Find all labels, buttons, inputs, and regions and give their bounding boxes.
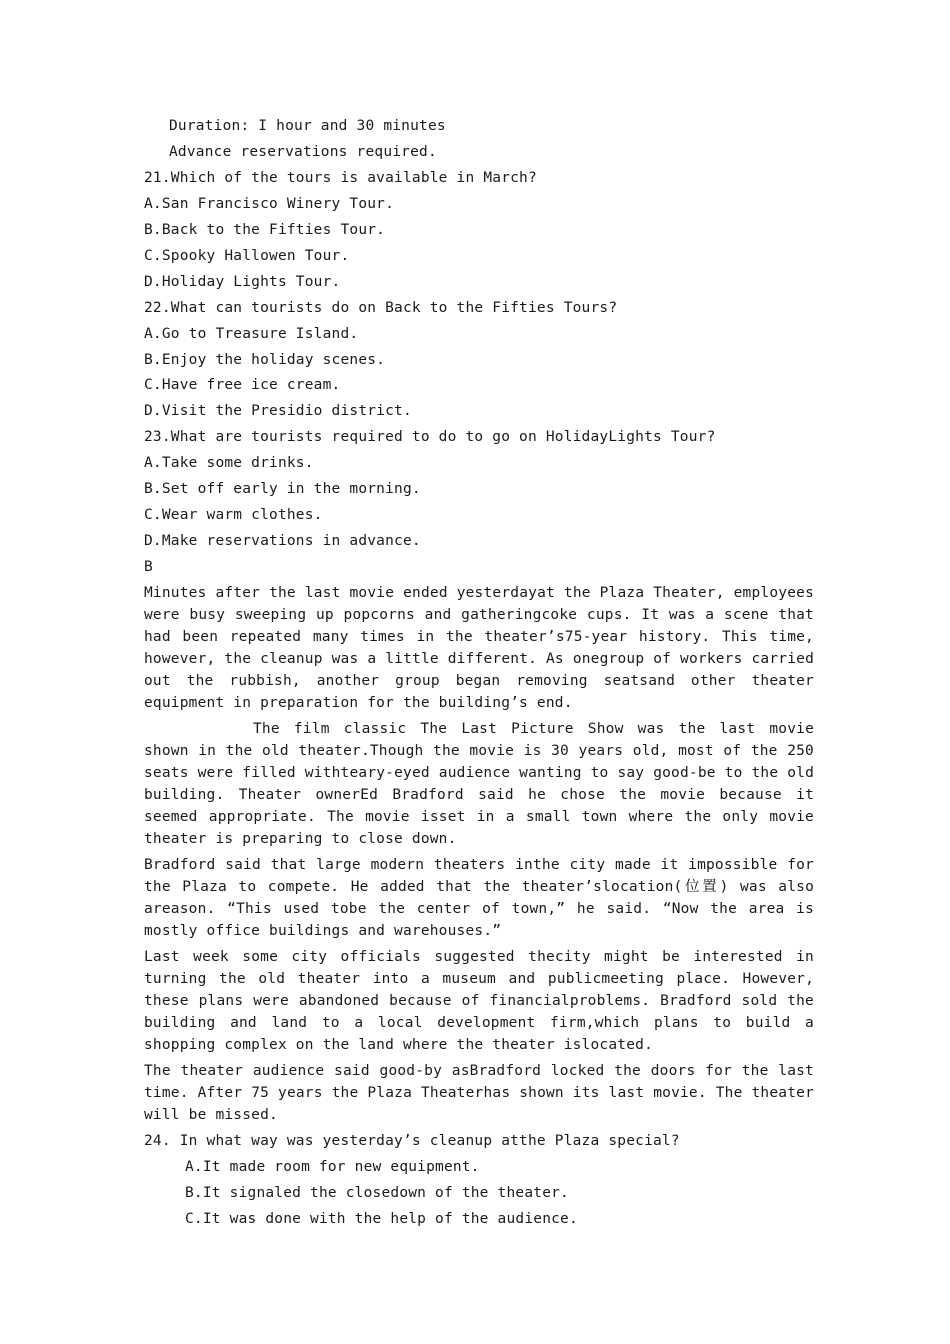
option-21-d: D.Holiday Lights Tour. xyxy=(144,274,341,290)
question-23: 23.What are tourists required to do to go on HolidayLights Tour? xyxy=(144,429,716,445)
passage-paragraph-2: The film classic The Last Picture Show was the last movie shown in the old theater.Though the movie is 30 years old, most of the 250 seats were filled withteary-eyed audience wanting to say good-be to the old building. Theater ownerEd Bradford said he chose the movie because it seemed appropriate. The movie isset in a small town where the only movie theater is preparing to close down. xyxy=(144,721,814,847)
passage-paragraph-1: Minutes after the last movie ended yesterdayat the Plaza Theater, employees were busy sweeping up popcorns and gatheringcoke cups. It was a scene that had been repeated many times in the theater’s75-year history. This time, however, the cleanup was a little different. As onegroup of workers carried out the rubbish, another group began removing seatsand other theater equipment in preparation for the building’s end. xyxy=(144,585,814,711)
option-24-a: A.It made room for new equipment. xyxy=(185,1159,480,1175)
tour-reservation: Advance reservations required. xyxy=(169,144,437,160)
option-22-b: B.Enjoy the holiday scenes. xyxy=(144,352,386,368)
passage-paragraph-4: Last week some city officials suggested thecity might be interested in turning the old theater into a museum and publicmeeting place. However, these plans were abandoned because of financialproblems. Bradford sold the building and land to a local development firm,which plans to build a shopping complex on the land where the theater islocated. xyxy=(144,949,814,1053)
question-22: 22.What can tourists do on Back to the Fifties Tours? xyxy=(144,300,618,316)
option-24-c: C.It was done with the help of the audience. xyxy=(185,1211,578,1227)
question-21: 21.Which of the tours is available in March? xyxy=(144,170,537,186)
option-22-a: A.Go to Treasure Island. xyxy=(144,326,359,342)
option-22-c: C.Have free ice cream. xyxy=(144,377,341,393)
question-24: 24. In what way was yesterday’s cleanup atthe Plaza special? xyxy=(144,1133,680,1149)
option-23-d: D.Make reservations in advance. xyxy=(144,533,421,549)
option-21-b: B.Back to the Fifties Tour. xyxy=(144,222,386,238)
option-21-c: C.Spooky Hallowen Tour. xyxy=(144,248,350,264)
passage-paragraph-5: The theater audience said good-by asBradford locked the doors for the last time. After 75 years the Plaza Theaterhas shown its last movie. The theater will be missed. xyxy=(144,1063,814,1123)
option-23-b: B.Set off early in the morning. xyxy=(144,481,421,497)
option-23-c: C.Wear warm clothes. xyxy=(144,507,323,523)
option-24-b: B.It signaled the closedown of the theater. xyxy=(185,1185,569,1201)
option-21-a: A.San Francisco Winery Tour. xyxy=(144,196,395,212)
passage-paragraph-3: Bradford said that large modern theaters inthe city made it impossible for the Plaza to compete. He added that the theater’slocation(位置) was also areason. “This used tobe the center of town,” he said. “Now the area is mostly office buildings and warehouses.” xyxy=(144,857,814,939)
option-22-d: D.Visit the Presidio district. xyxy=(144,403,412,419)
option-23-a: A.Take some drinks. xyxy=(144,455,314,471)
section-b-label: B xyxy=(144,559,153,575)
tour-duration: Duration: I hour and 30 minutes xyxy=(169,118,446,134)
